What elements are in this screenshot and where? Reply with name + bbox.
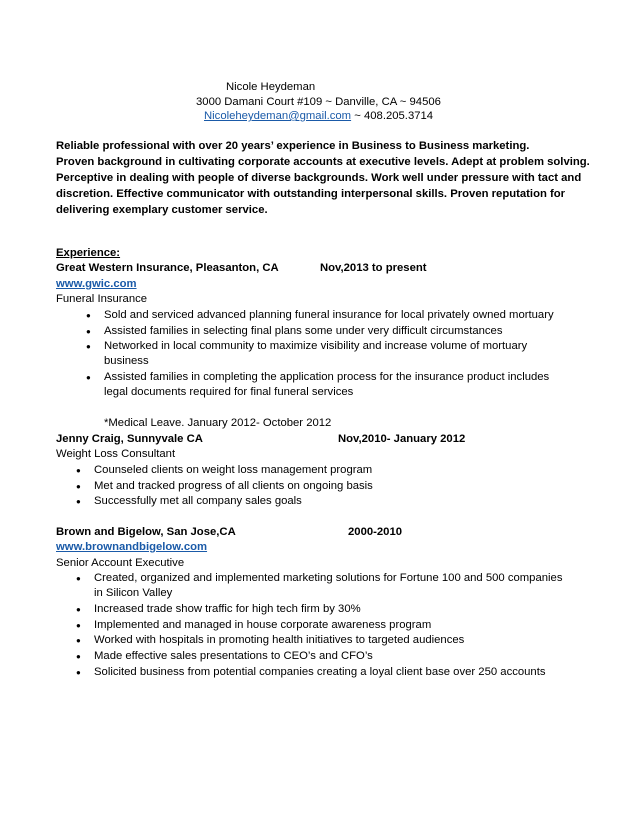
job-bullet: Implemented and managed in house corporate awareness program [94,619,432,631]
summary-line: Proven background in cultivating corporate accounts at executive levels. Adept at problem solving. [56,156,590,168]
job-bullet: Counseled clients on weight loss management program [94,464,373,476]
job-bullet: Made effective sales presentations to CEO’s and CFO’s [94,650,373,662]
job-bullet-continuation: business [104,355,149,367]
email-link[interactable]: Nicoleheydeman@gmail.com [204,110,352,122]
experience-heading: Experience: [56,247,121,259]
job-bullet: Met and tracked progress of all clients on ongoing basis [94,480,373,492]
job-bullet: Assisted families in selecting final plans some under very difficult circumstances [104,325,503,337]
candidate-name: Nicole Heydeman [226,81,316,93]
bullet-icon: ● [76,497,81,506]
company-website-link[interactable]: www.gwic.com [56,278,137,290]
job-company: Jenny Craig, Sunnyvale CA [56,433,203,445]
job-title: Senior Account Executive [56,557,185,569]
job-bullet-continuation: legal documents required for final funeral services [104,386,354,398]
job-bullet: Assisted families in completing the application process for the insurance product includes [104,371,550,383]
bullet-icon: ● [76,605,81,614]
bullet-icon: ● [76,668,81,677]
bullet-icon: ● [86,311,91,320]
address: 3000 Damani Court #109 ~ Danville, CA ~ 94506 [196,96,441,108]
bullet-icon: ● [76,621,81,630]
job-bullet: Successfully met all company sales goals [94,495,302,507]
job-bullet: Increased trade show traffic for high tech firm by 30% [94,603,361,615]
bullet-icon: ● [76,466,81,475]
bullet-icon: ● [76,636,81,645]
summary-line: discretion. Effective communicator with outstanding interpersonal skills. Proven reputation for [56,188,566,200]
leave-note: *Medical Leave. January 2012- October 2012 [104,417,332,429]
job-title: Funeral Insurance [56,293,148,305]
summary-line: Perceptive in dealing with people of diverse backgrounds. Work well under pressure with tact and [56,172,582,184]
job-bullet-continuation: in Silicon Valley [94,587,173,599]
job-bullet: Created, organized and implemented marketing solutions for Fortune 100 and 500 companies [94,572,563,584]
bullet-icon: ● [86,342,91,351]
job-dates: Nov,2010- January 2012 [338,433,466,445]
phone: ~ 408.205.3714 [351,110,434,122]
summary-line: Reliable professional with over 20 years’ experience in Business to Business marketing. [56,140,530,152]
company-website-link[interactable]: www.brownandbigelow.com [56,541,208,553]
job-dates: Nov,2013 to present [320,262,427,274]
bullet-icon: ● [86,373,91,382]
job-company: Brown and Bigelow, San Jose,CA [56,526,236,538]
job-title: Weight Loss Consultant [56,448,176,460]
bullet-icon: ● [76,652,81,661]
job-company: Great Western Insurance, Pleasanton, CA [56,262,279,274]
bullet-icon: ● [86,327,91,336]
bullet-icon: ● [76,574,81,583]
job-bullet: Networked in local community to maximize visibility and increase volume of mortuary [104,340,528,352]
contact-line [204,110,433,123]
job-bullet: Worked with hospitals in promoting health initiatives to targeted audiences [94,634,465,646]
bullet-icon: ● [76,482,81,491]
summary-line: delivering exemplary customer service. [56,204,268,216]
job-bullet: Sold and serviced advanced planning funeral insurance for local privately owned mortuary [104,309,554,321]
job-dates: 2000-2010 [348,526,403,538]
job-bullet: Solicited business from potential companies creating a loyal client base over 250 accounts [94,666,546,678]
